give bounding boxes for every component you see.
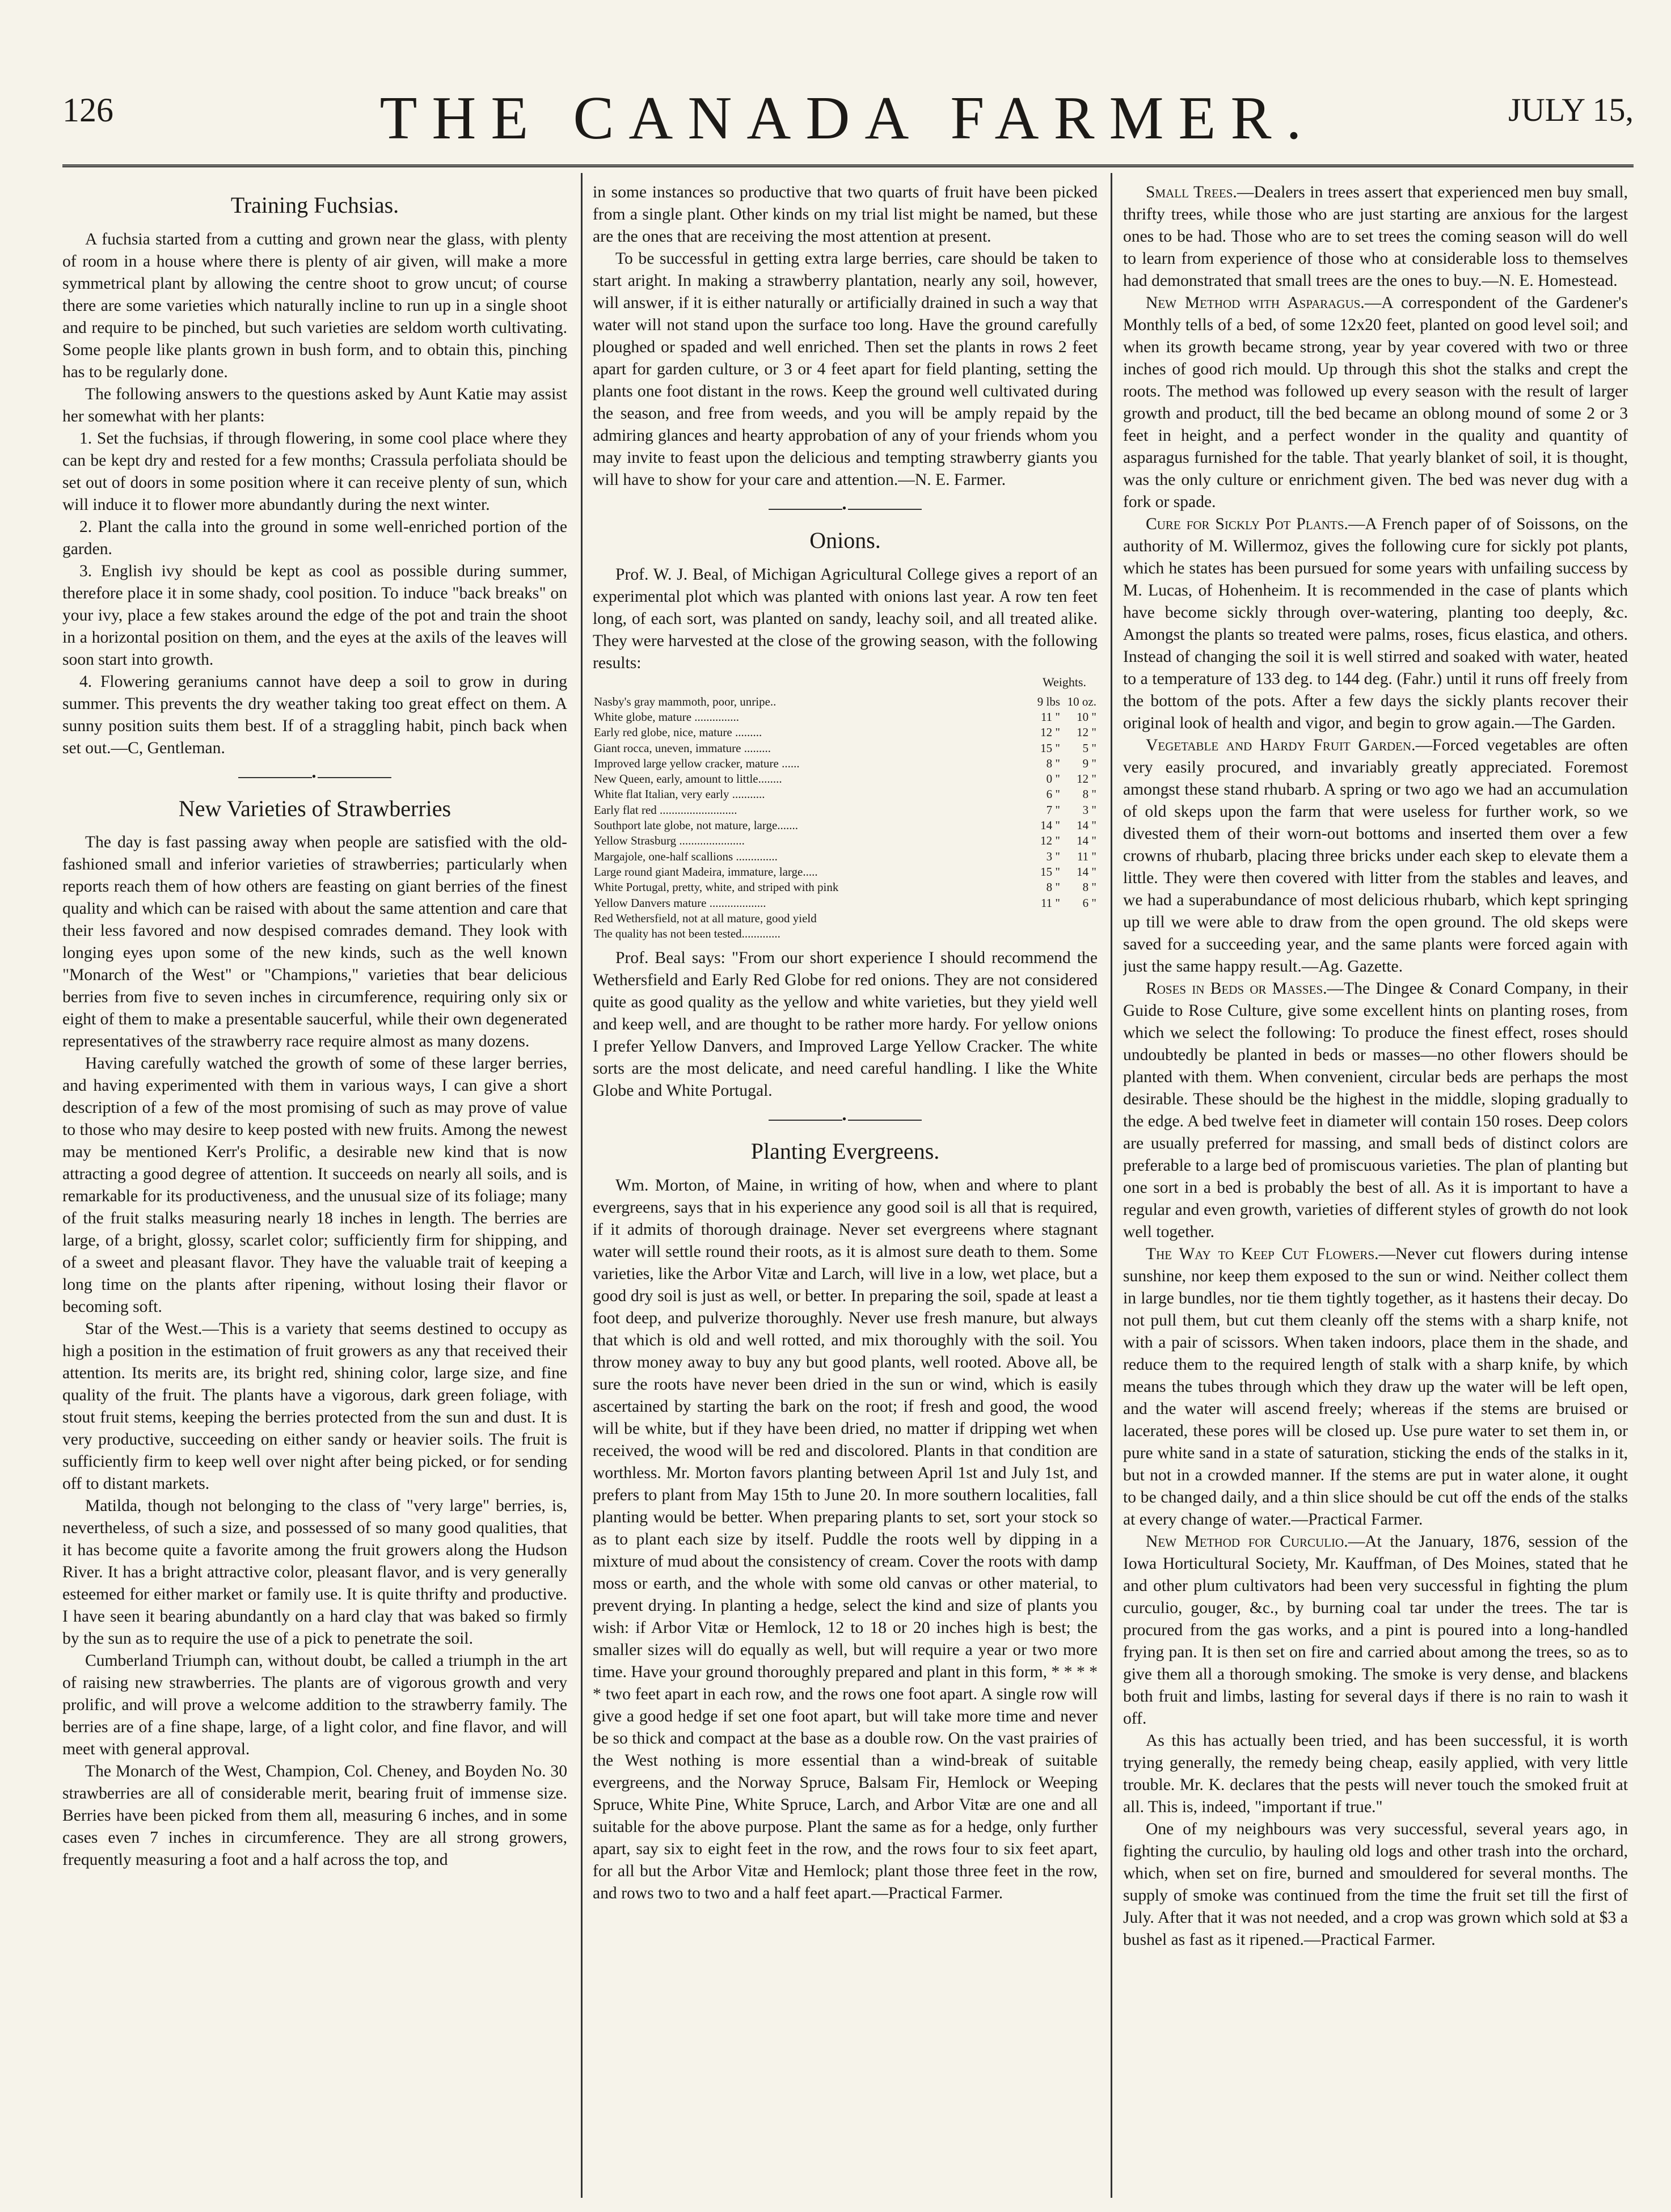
onion-variety: Margajole, one-half scallions .............. [594,849,778,863]
onion-variety: Yellow Danvers mature ................... [594,896,766,910]
paragraph: Star of the West.—This is a variety that seems destined to occupy as high a position in the estimation of fruit growers as any that received their attention. Its merits are, its bright red, shining color, large size, and fine quality of the fruit. The plants have a vigorous, dark green foliage, with stout fruit stems, keeping the berries protected from the sun and dust. It is very productive, succeeding on either sandy or heavier soils. The fruit is sufficiently firm to keep well over night after being picked, or for sending off to distant markets. [62,1320,567,1493]
item-heading: Roses in Beds or Masses. [1146,980,1327,998]
onion-variety: Giant rocca, uneven, immature ......... [594,741,771,755]
list-item: 2. Plant the calla into the ground in some well-enriched portion of the garden. [62,517,567,558]
section-divider: • [62,769,567,785]
paragraph [1123,1243,1628,1531]
onion-variety: Southport late globe, not mature, large....... [594,818,799,833]
weight-lbs: 15 " [1040,741,1060,755]
item-heading: New Method with Asparagus. [1146,294,1365,312]
table-row [593,771,1098,787]
item-body: —A French paper of of Soissons, on the authority of M. Willermoz, gives the following cure for sickly pot plants, which he states has been pursued for some years with unfailing success by M. Lucas, of Hohenheim. It is recommended in the case of plants which have become sickly through over-watering, planting too deeply, &c. Amongst the plants so treated were palms, roses, ficus elastica, and others. Instead of changing the soil it is well stirred and soaked with water, heated to a temperature of 133 deg. to 144 deg. (Fahr.) until it runs off freely from the bottom of the pots. After a few days the sickly plants recover their original look of health and vigor, and begin to grow again.—The Garden. [1123,515,1628,732]
onion-variety: Improved large yellow cracker, mature ...... [594,756,800,770]
item-heading: The Way to Keep Cut Flowers. [1146,1245,1379,1263]
weights-heading: Weights. [1042,674,1086,689]
paragraph: The following answers to the questions asked by Aunt Katie may assist her somewhat with her plants: [62,385,567,425]
onion-variety: White Portugal, pretty, white, and striped with pink [594,880,839,894]
weight-lbs [1025,926,1061,942]
table-row [593,756,1098,771]
paragraph [1123,734,1628,978]
weight-oz: 14 " [1077,834,1096,848]
weight-oz: 9 " [1082,756,1096,770]
onion-variety: Nasby's gray mammoth, poor, unripe.. [594,694,777,708]
newspaper-title: THE CANADA FARMER. [379,85,1316,152]
section-divider: • [593,1111,1098,1128]
weight-lbs: 12 " [1040,834,1060,848]
table-row [593,694,1098,710]
weight-lbs: 7 " [1046,803,1060,817]
column-rule [581,173,583,2198]
weight-oz: 14 " [1077,864,1096,879]
table-row [593,818,1098,833]
column-3 [1123,181,1628,2167]
list-item: 4. Flowering geraniums cannot have deep a soil to grow in during summer. This prevents the dry weather taking too great effect on them. A sunny position suits them best. If of a straggling habit, pinch back when set out.—C, Gentleman. [62,672,567,757]
table-row [593,725,1098,740]
paragraph: Prof. W. J. Beal, of Michigan Agricultural College gives a report of an experimental plot which was planted with onions last year. A row ten feet long, of each sort, was planted on sandy, leachy soil, and all treated alike. They were harvested at the close of the growing season, with the following results: [593,565,1098,672]
weight-lbs: 0 " [1046,772,1060,786]
weight-oz: 10 oz. [1067,694,1096,708]
paragraph [1123,181,1628,292]
item-body: —Dealers in trees assert that experienced men buy small, thrifty trees, while those who are just starting are anxious for the largest ones to be had. Those who are to set trees the coming season will do well to learn from experience of those who at considerable loss to themselves had demonstrated that small trees are the ones to buy.—N. E. Homestead. [1123,183,1628,290]
article-title: New Varieties of Strawberries [178,795,451,821]
weight-oz: 12 " [1077,725,1096,740]
paragraph [1123,978,1628,1243]
weight-oz: 8 " [1082,880,1096,894]
item-heading: Small Trees. [1146,183,1237,201]
weight-lbs: 11 " [1040,896,1060,910]
item-body: —At the January, 1876, session of the Iowa Horticultural Society, Mr. Kauffman, of Des Moines, stated that he and other plum cultivators had been very successful in fighting the plum curculio, gouger, &c., by burning coal tar under the trees. The tar is procured from the gas works, and a pint is poured into a long-handled frying pan. It is then set on fire and carried about among the trees, so as to give them all a thorough smoking. The smoke is very dense, and blackens both fruit and limbs, lasting for several days if there is no rain to wash it off. [1123,1533,1628,1728]
onion-variety: Early flat red .......................... [594,803,737,817]
onion-variety: White flat Italian, very early ........... [594,787,765,801]
onion-variety: Early red globe, nice, mature ......... [594,725,762,740]
onion-variety: White globe, mature ............... [594,710,740,724]
paragraph [1123,292,1628,513]
paragraph: Having carefully watched the growth of some of these larger berries, and having experimented with them in various ways, I can give a short description of a few of the most promising of such as may prove of value to those who may desire to keep posted with new fruits. Among the newest may be mentioned Kerr's Prolific, a desirable new kind that is now attracting a good degree of attention. It succeeds on nearly all soils, and is remarkable for its productiveness, and the unusual size of its foliage; many of the fruit stalks measuring nearly 18 inches in length. The berries are large, of a bright, glossy, scarlet color; sufficiently firm for shipping, and of a sweet and pleasant flavor. They have the valuable trait of keeping a long time on the plants after ripening, without losing their flavor or becoming soft. [62,1054,567,1316]
article-title: Training Fuchsias. [230,192,399,218]
article-title: Planting Evergreens. [750,1138,940,1164]
list-item: 3. English ivy should be kept as cool as possible during summer, therefore place it in some shady, cool position. To induce "back breaks" on your ivy, place a few stakes around the edge of the pot and train the shoot in a horizontal position on them, and the eyes at the axils of the leaves will soon start into growth. [62,562,567,669]
weight-lbs: 15 " [1040,864,1060,879]
paragraph: Prof. Beal says: "From our short experience I should recommend the Wethersfield and Early Red Globe for red onions. They are not considered quite as good quality as the yellow and white varieties, but they yield well and keep well, and are thought to be rather more hardy. For yellow onions I prefer Yellow Danvers, and Improved Large Yellow Cracker. The white sorts are the most delicate, and need careful handling. I like the White Globe and White Portugal. [593,949,1098,1100]
item-body: —A correspondent of the Gardener's Monthly tells of a bed, of some 12x20 feet, planted on good level soil; and when its growth became strong, year by year covered with two or three inches of good rich mould. Up through this shot the stalks and crept the roots. The method was followed up every season with the result of larger growth and product, till the bed became an oblong mound of some 2 or 3 feet in height, and a perfect wonder in the quality and quantity of asparagus furnished for the table. That yearly blanket of soil, it is thought, was the only culture or enrichment given. The bed was never dug with a fork or spade. [1123,294,1628,511]
item-body: —Forced vegetables are often very easily procured, and invariably greatly appreciated. Foremost amongst these stand rhubarb. A spring or two ago we had an accumulation of old skeps upon the farm that were useless for further work, so we divested them of their worn-out bottoms and inserted them over a few crowns of rhubarb, placing three bricks under each skep to elevate them a little. They were then covered with litter from the stables and leaves, and we had a superabundance of most delicious rhubarb, which kept springing up till we were able to draw from the open ground. The old skeps were saved for a succeeding year, and the same plants were forced again with just the same happy result.—Ag. Gazette. [1123,736,1628,976]
paragraph: One of my neighbours was very successful, several years ago, in fighting the curculio, by hauling old logs and other trash into the orchard, which, when set on fire, burned and smouldered for several months. The supply of smoke was continued from the time the fruit set till the first of July. After that it was not needed, and a crop was grown which sold at $3 a bushel as fast as it ripened.—Practical Farmer. [1123,1820,1628,1949]
paragraph: Cumberland Triumph can, without doubt, be called a triumph in the art of raising new strawberries. The plants are of vigorous growth and very prolific, and will prove a welcome addition to the strawberry family. The berries are of a fine shape, large, of a light color, and fine flavor, and will meet with general approval. [62,1652,567,1759]
table-row [593,710,1098,725]
column-1 [62,181,567,2167]
list-item: 1. Set the fuchsias, if through flowering, in some cool place where they can be kept dry and rested for a few months; Crassula perfoliata should be set out of doors in some position where it can receive plenty of sun, which will induce it to flower more abundantly during the next winter. [62,429,567,514]
weight-lbs: 6 " [1046,787,1060,801]
weight-oz: 3 " [1082,803,1096,817]
weight-oz: 6 " [1082,896,1096,910]
weight-lbs: 3 " [1046,849,1060,863]
paragraph [1123,1531,1628,1730]
column-2 [593,181,1098,2167]
onion-results-table [593,694,1098,942]
weight-oz: 12 " [1077,772,1096,786]
item-heading: Vegetable and Hardy Fruit Garden. [1146,736,1416,754]
header-rule [62,164,1634,172]
item-body: —The Dingee & Conard Company, in their Guide to Rose Culture, give some excellent hints on planting roses, from which we select the following: To produce the finest effect, roses should undoubtedly be planted in beds or masses—no other flowers should be planted with them. When convenient, circular beds are perhaps the most desirable. These should be the highest in the middle, sloping gradually to the edge. A bed twelve feet in diameter will contain 150 roses. Deep colors are usually preferred for massing, and small beds of distinct colors are preferable to a large bed of promiscuous varieties. The plan of planting but one sort in a bed is probably the best of all. As it is important to have a regular and even growth, varieties of different styles of growth do not look well together. [1123,980,1628,1241]
answer-list [62,428,567,759]
section-divider: • [593,500,1098,517]
table-row [593,880,1098,895]
paragraph: Wm. Morton, of Maine, in writing of how, when and where to plant evergreens, says that in his experience any good soil is all that is required, if it admits of thorough drainage. Never set evergreens where stagnant water will settle round their roots, as it is almost sure death to them. Some varieties, like the Arbor Vitæ and Larch, will live in a low, wet place, but a good dry soil is just as well, or better. In preparing the soil, spade at least a foot deep, and pulverize thoroughly. Never use fresh manure, but always that which is old and well rotted, and mix thoroughly with the soil. You throw money away to buy any but good plants, well rooted. Above all, be sure the roots have never been dried in the sun or wind, which is easily ascertained by starting the bark on the root; if fresh and good, the wood will be white, but if they have been dried, no matter if dripping wet when received, the wood will be red and discolored. Plants in that condition are worthless. Mr. Morton favors planting between April 1st and July 1st, and prefers to plant from May 15th to June 20. In more southern localities, fall planting would be better. When preparing plants to set, sort your stock so as to plant each size by itself. Puddle the roots well by dipping in a mixture of mud about the consistency of cream. Cover the roots with damp moss or earth, and the whole with some old canvas or other material, to prevent drying. In planting a hedge, select the kind and size of plants you wish: if Arbor Vitæ or Hemlock, 12 to 18 or 20 inches high is best; the smaller sizes will do equally as well, but will require a year or two more time. Have your ground thoroughly prepared and plant in this form, * * * * * two feet apart in each row, and the rows one foot apart. A single row will give a good hedge if set one foot apart, but will take more time and never be so thick and compact at the base as a double row. On the vast prairies of the West nothing is more essential than a wind-break of suitable evergreens, and the Norway Spruce, Balsam Fir, Hemlock or Weeping Spruce, White Pine, White Spruce, Larch, and Arbor Vitæ are one and all suitable for the above purpose. Plant the same as for a hedge, only further apart, say six to eight feet in the row, and the rows four to six feet apart, for all but the Arbor Vitæ and Hemlock; plant those three feet in the row, and rows two to two and a half feet apart.—Practical Farmer. [593,1176,1098,1903]
weight-oz: 8 " [1082,787,1096,801]
paragraph: The Monarch of the West, Champion, Col. Cheney, and Boyden No. 30 strawberries are all of considerable merit, bearing fruit of immense size. Berries have been picked from them all, measuring 6 inches, and in some cases even 7 inches in circumference. They are all strong growers, frequently measuring a foot and a half across the top, and [62,1762,567,1869]
table-row [593,896,1098,911]
table-row [593,926,1098,942]
weight-lbs: 8 " [1046,756,1060,770]
column-rule [1111,173,1112,2198]
weight-oz: 10 " [1077,710,1096,724]
paragraph: Matilda, though not belonging to the class of "very large" berries, is, nevertheless, of such a size, and possessed of so many good qualities, that it has become quite a favorite among the fruit growers along the Hudson River. It has a bright attractive color, pleasant flavor, and is very generally esteemed for either market or family use. It is quite thrifty and productive. I have seen it bearing abundantly on a hard clay that was baked so firmly by the sun as to require the use of a pick to penetrate the soil. [62,1497,567,1648]
page-number: 126 [62,91,113,129]
weight-lbs: 11 " [1040,710,1060,724]
paragraph [1123,513,1628,734]
weight-oz: 14 " [1077,818,1096,833]
weight-oz [1061,911,1098,926]
table-row [593,803,1098,818]
weight-oz: 5 " [1082,741,1096,755]
issue-date: JULY 15, [1508,91,1634,128]
article-title: Onions. [809,527,881,553]
masthead [62,85,1634,164]
item-body: —Never cut flowers during intense sunshine, nor keep them exposed to the sun or wind. Neither collect them in large bundles, nor tie them tightly together, as it hastens their decay. Do not pull them, but cut them cleanly off the stems with a sharp knife, not with a pair of scissors. When taken indoors, place them in the shade, and reduce them to the required length of stalk with a sharp knife, by which means the tubes through which they draw up the water will be left open, and the water will ascend freely; whereas if the stems are bruised or lacerated, these pores will be closed up. Use pure water to set them in, or pure white sand in a state of saturation, sticking the ends of the stalks in it, but not in a crowded manner. If the stems are put in water alone, it ought to be changed daily, and a thin slice should be cut off the ends of the stalks at every change of water.—Practical Farmer. [1123,1245,1628,1529]
weight-lbs [1025,911,1061,926]
table-row [593,849,1098,864]
onion-variety: The quality has not been tested............. [594,927,780,941]
weight-oz: 11 " [1077,849,1096,863]
weight-lbs: 14 " [1040,818,1060,833]
item-heading: Cure for Sickly Pot Plants. [1146,515,1348,533]
onion-variety: Yellow Strasburg ...................... [594,834,745,848]
onion-variety: Red Wethersfield, not at all mature, good yield [594,911,817,925]
paragraph: The day is fast passing away when people are satisfied with the old-fashioned small and inferior varieties of strawberries; particularly when reports reach them of how others are feasting on giant berries of the finest quality and which can be raised with about the same attention and care that their less favored and now despised comrades demand. They look with longing eyes upon some of the new kinds, such as the well known "Monarch of the West" or "Champions," varieties that bear delicious berries from five to seven inches in circumference, requiring only six or eight of them to make a presentable saucerful, while their own degenerated representatives of the strawberry race require almost as many dozens. [62,833,567,1051]
onion-variety: New Queen, early, amount to little........ [594,772,782,786]
table-row [593,787,1098,802]
table-row [593,833,1098,849]
item-heading: New Method for Curculio. [1146,1533,1348,1551]
table-row [593,864,1098,880]
table-row [593,741,1098,756]
table-row [593,911,1098,926]
weight-lbs: 8 " [1046,880,1060,894]
paragraph: A fuchsia started from a cutting and grown near the glass, with plenty of room in a house where there is plenty of air given, will make a more symmetrical plant by allowing the centre shoot to grow uncut; of course there are some varieties which naturally incline to run up in a single shoot and require to be pinched, but such varieties are seldom worth cultivating. Some people like plants grown in bush form, and to obtain this, pinching has to be regularly done. [62,230,567,381]
paragraph: To be successful in getting extra large berries, care should be taken to start aright. In making a strawberry plantation, nearly any soil, however, will answer, if it is either naturally or artificially drained in such a way that water will not stand upon the surface too long. Have the ground carefully ploughed or spaded and well enriched. Then set the plants in rows 2 feet apart for garden culture, or 3 or 4 feet apart for field planting, setting the plants one foot distant in the rows. Keep the ground well cultivated during the season, and free from weeds, and you will be amply repaid by the admiring glances and hearty approbation of any of your friends whom you may invite to feast upon the delicious and tempting strawberry giants you will have to show for your care and attention.—N. E. Farmer. [593,250,1098,489]
weight-lbs: 9 lbs [1037,694,1060,708]
paragraph: in some instances so productive that two quarts of fruit have been picked from a single plant. Other kinds on my trial list might be named, but these are the ones that are receiving the most attention at present. [593,183,1098,246]
weight-lbs: 12 " [1040,725,1060,740]
weight-oz [1061,926,1098,942]
paragraph: As this has actually been tried, and has been successful, it is worth trying generally, the remedy being cheap, easily applied, with very little trouble. Mr. K. declares that the pests will never touch the smoked fruit at all. This is, indeed, "important if true." [1123,1732,1628,1816]
onion-variety: Large round giant Madeira, immature, large..... [594,864,818,879]
